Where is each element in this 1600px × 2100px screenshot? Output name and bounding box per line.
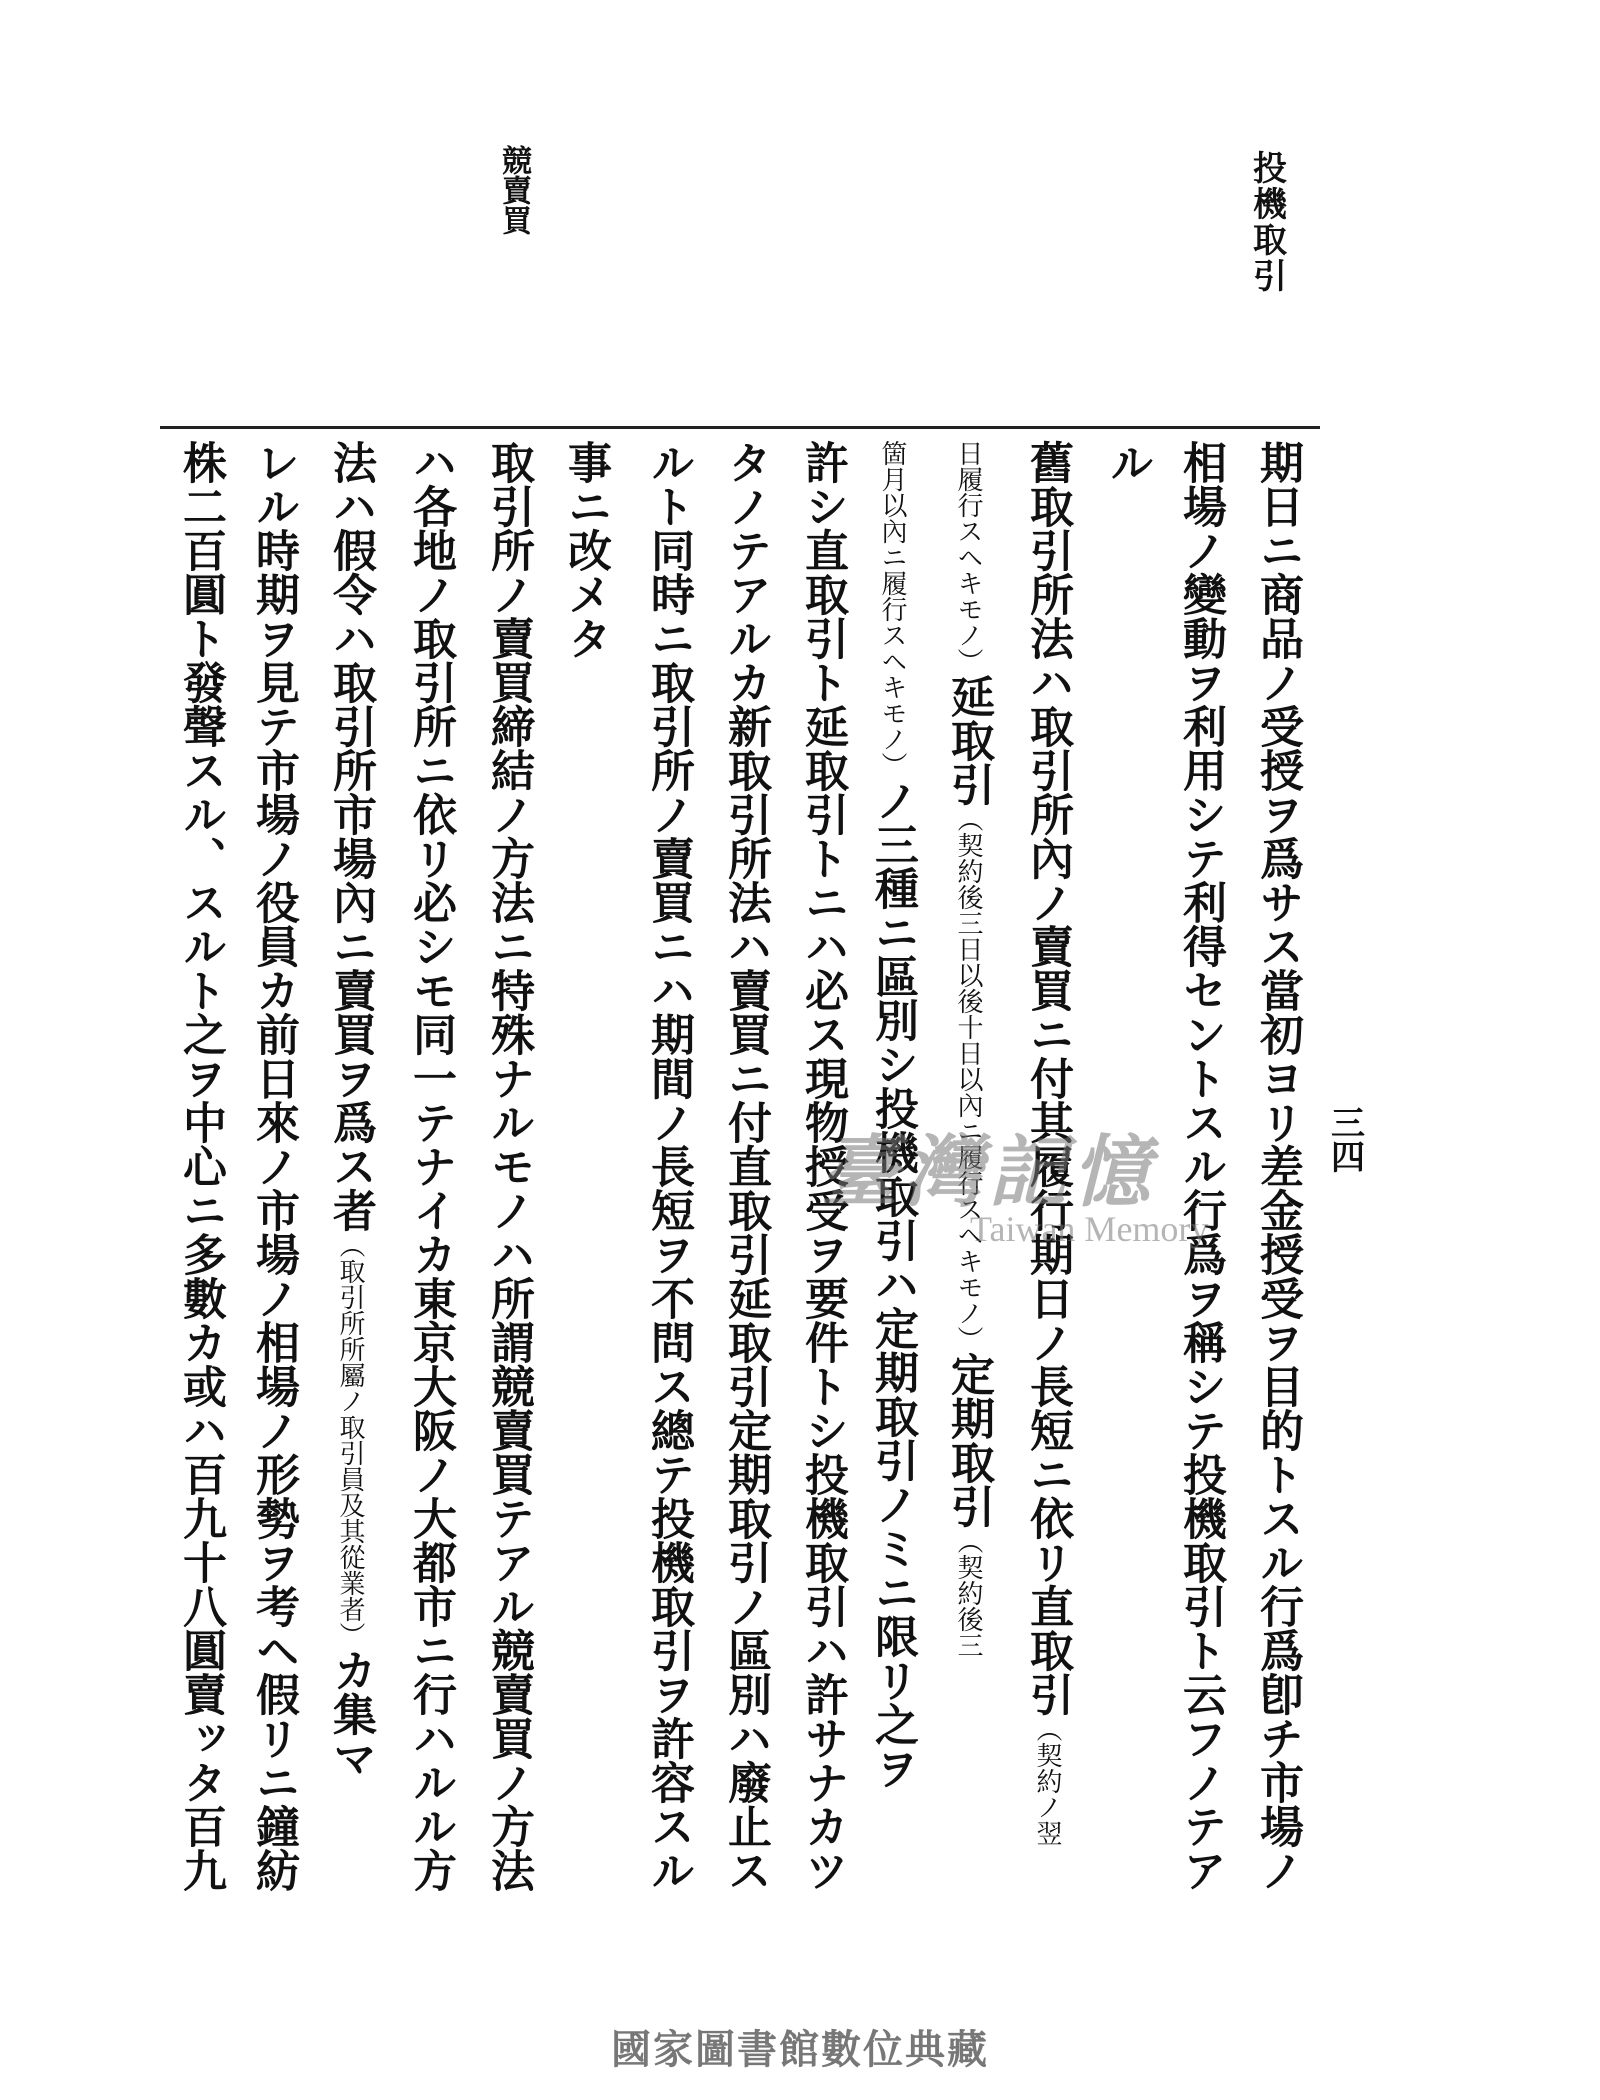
text-column — [867, 440, 918, 1930]
header-rule — [160, 426, 1320, 429]
annotation-text: （契約ノ翌 — [1032, 1716, 1062, 1846]
text-segment: 期日ニ商品ノ受授ヲ爲サス當初ヨリ差金授受ヲ目的トスル行爲卽チ市場ノ — [1252, 440, 1303, 1892]
page-number: 三四 — [1324, 1105, 1365, 1173]
text-segment: 事ニ改メタ — [560, 440, 611, 660]
text-segment: ノ三種ニ區別シ投機取引ハ定期取引ノミニ限リ之ヲ — [867, 778, 918, 1790]
text-segment: カ集マ — [325, 1648, 376, 1780]
text-column — [175, 440, 226, 1930]
annotation-text: 箇月以內ニ履行スヘキモノ） — [877, 440, 907, 778]
running-title: 投機取引 — [1246, 150, 1287, 294]
text-column — [483, 440, 534, 1930]
text-column — [797, 440, 848, 1930]
text-column — [405, 440, 456, 1930]
annotation-text: （取引所所屬ノ取引員及其從業者） — [335, 1232, 365, 1648]
text-segment: 許シ直取引ト延取引トニハ必ス現物授受ヲ要件トシ投機取引ハ許サナカツ — [797, 440, 848, 1892]
text-segment: ルト同時ニ取引所ノ賣買ニハ期間ノ長短ヲ不問ス總テ投機取引ヲ許容スル — [643, 440, 694, 1892]
text-column — [325, 440, 376, 1930]
text-column — [248, 440, 299, 1930]
text-segment: 法ハ假令ハ取引所市場內ニ賣買ヲ爲ス者 — [325, 440, 376, 1232]
section-title: 競賣買 — [496, 145, 531, 235]
watermark-chinese: 臺灣記憶 — [820, 1127, 1157, 1218]
text-segment: ハ各地ノ取引所ニ依リ必シモ同一テナイカ東京大阪ノ大都市ニ行ハルル方 — [405, 440, 456, 1892]
text-column — [1102, 440, 1153, 1930]
footer-credit: 國家圖書館數位典藏 — [611, 2027, 989, 2073]
text-segment: 定期取引 — [943, 1352, 994, 1528]
text-segment: 株二百圓ト發聲スル、スルト之ヲ中心ニ多數カ或ハ百九十八圓賣ッタ百九 — [175, 440, 226, 1892]
text-segment: 延取引 — [943, 674, 994, 806]
text-segment: 相場ノ變動ヲ利用シテ利得セントスル行爲ヲ稱シテ投機取引ト云フノテア — [1175, 440, 1226, 1892]
text-column — [1022, 440, 1073, 1930]
text-column — [1175, 440, 1226, 1930]
annotation-text: （契約後三日以後十日以內ニ履行スヘキモノ） — [953, 806, 983, 1352]
text-column — [560, 440, 611, 1930]
text-column — [1252, 440, 1303, 1930]
text-column — [720, 440, 771, 1930]
text-segment: 取引所ノ賣買締結ノ方法ニ特殊ナルモノハ所謂競賣買テアル競賣買ノ方法 — [483, 440, 534, 1892]
text-segment: レル時期ヲ見テ市場ノ役員カ前日來ノ市場ノ相場ノ形勢ヲ考ヘ假リニ鐘紡 — [248, 440, 299, 1892]
annotation-text: （契約後三 — [953, 1528, 983, 1658]
text-segment: ル — [1102, 440, 1153, 484]
text-column — [943, 440, 994, 1930]
text-segment: タノテアルカ新取引所法ハ賣買ニ付直取引延取引定期取引ノ區別ハ廢止ス — [720, 440, 771, 1892]
watermark-english: Taiwan Memory — [970, 1209, 1209, 1249]
annotation-text: 日履行スヘキモノ） — [953, 440, 983, 674]
text-segment: 舊取引所法ハ取引所內ノ賣買ニ付其履行期日ノ長短ニ依リ直取引 — [1022, 440, 1073, 1716]
text-column — [643, 440, 694, 1930]
